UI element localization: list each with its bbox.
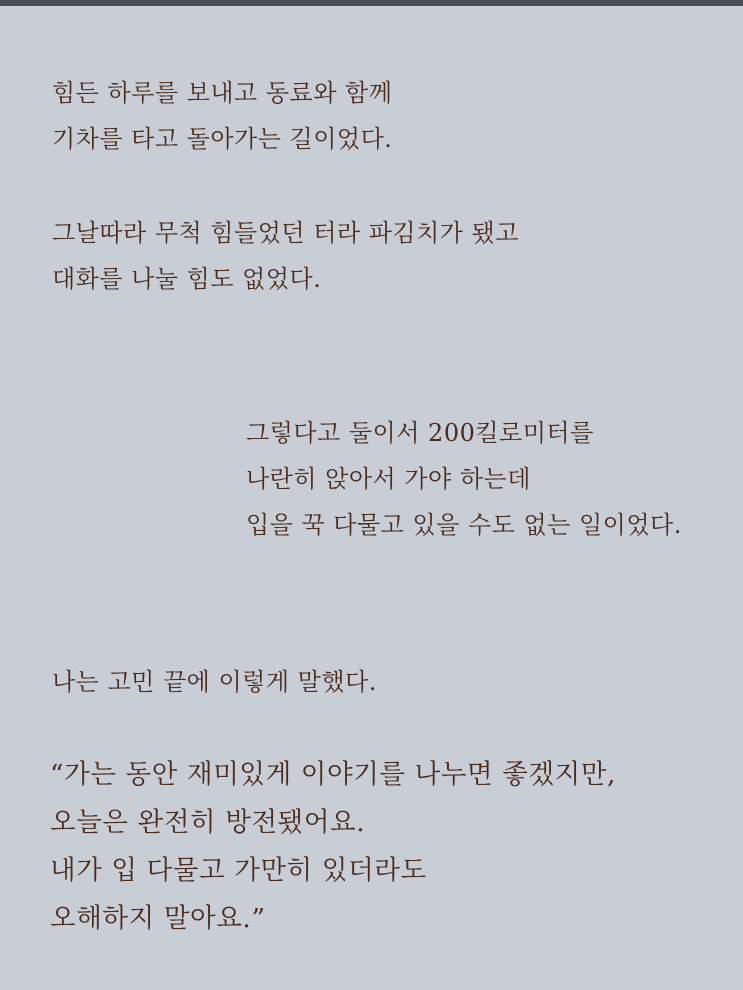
text-line: 오늘은 완전히 방전됐어요. xyxy=(50,807,366,838)
text-line: 오해하지 말아요.” xyxy=(50,903,266,934)
text-line: 기차를 타고 돌아가는 길이었다. xyxy=(52,125,393,153)
paragraph-1 xyxy=(52,70,392,162)
text-line: “가는 동안 재미있게 이야기를 나누면 좋겠지만, xyxy=(50,759,617,790)
paragraph-2 xyxy=(52,210,519,302)
paragraph-4 xyxy=(52,659,377,705)
text-line: 내가 입 다물고 가만히 있더라도 xyxy=(50,855,427,886)
text-line: 그날따라 무척 힘들었던 터라 파김치가 됐고 xyxy=(52,219,519,247)
text-line: 대화를 나눌 힘도 없었다. xyxy=(52,265,322,293)
paragraph-3-indented xyxy=(246,410,682,548)
text-line: 그렇다고 둘이서 200킬로미터를 xyxy=(246,419,594,447)
text-line: 나란히 앉아서 가야 하는데 xyxy=(246,465,531,493)
text-line: 나는 고민 끝에 이렇게 말했다. xyxy=(52,668,377,696)
quoted-speech xyxy=(50,751,616,943)
text-line: 입을 꾹 다물고 있을 수도 없는 일이었다. xyxy=(246,511,682,539)
text-line: 힘든 하루를 보내고 동료와 함께 xyxy=(52,79,393,107)
document-page xyxy=(0,6,743,990)
